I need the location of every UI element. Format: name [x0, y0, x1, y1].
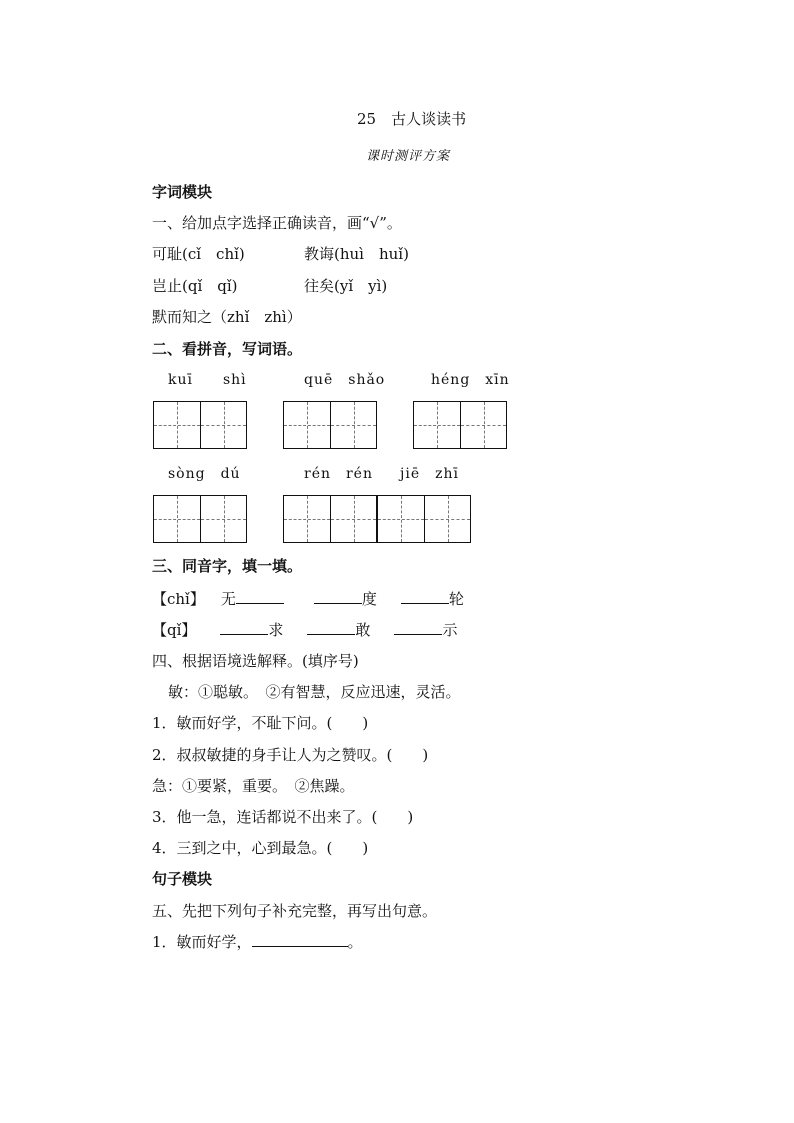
- q1-item-2: 教诲(huì huǐ): [304, 245, 409, 263]
- writing-grid-4[interactable]: [153, 495, 247, 543]
- grid-cell[interactable]: [378, 496, 424, 542]
- q5-heading: 五、先把下列句子补充完整，再写出句意。: [152, 902, 438, 920]
- pinyin-2: quē shǎo: [304, 372, 386, 388]
- q5-s1-suffix: 。: [347, 933, 363, 951]
- q3-row-2: [152, 619, 457, 640]
- grid-cell[interactable]: [330, 496, 376, 542]
- q3-heading: 三、同音字，填一填。: [152, 557, 303, 575]
- q3-row1-char-1: 无: [220, 590, 236, 608]
- writing-grid-6[interactable]: [377, 495, 471, 543]
- q3-row1-char-2: 度: [361, 590, 377, 608]
- pinyin-4: sòng dú: [168, 466, 241, 482]
- page-title: 25 古人谈读书: [357, 110, 467, 128]
- q3-row2-char-1: 求: [268, 621, 284, 639]
- grid-cell[interactable]: [414, 402, 460, 448]
- q3-row1-label: 【chǐ】: [152, 590, 205, 608]
- grid-cell[interactable]: [284, 402, 330, 448]
- writing-grid-1[interactable]: [153, 401, 247, 449]
- grid-cell[interactable]: [200, 402, 246, 448]
- section-word-module: 字词模块: [152, 183, 213, 201]
- q3-row1-char-3: 轮: [448, 590, 464, 608]
- q3-row2-char-3: 示: [442, 621, 458, 639]
- answer-blank[interactable]: [401, 589, 449, 604]
- section-sentence-module: 句子模块: [152, 870, 213, 888]
- pinyin-6: jiē zhī: [400, 466, 459, 482]
- grid-cell[interactable]: [200, 496, 246, 542]
- writing-grid-3[interactable]: [413, 401, 507, 449]
- answer-blank[interactable]: [394, 620, 442, 635]
- q3-row-1: [152, 588, 464, 609]
- q5-sentence-1: [152, 931, 363, 952]
- writing-grid-2[interactable]: [283, 401, 377, 449]
- pinyin-1: kuī shì: [168, 372, 247, 388]
- grid-cell[interactable]: [330, 402, 376, 448]
- writing-grid-5[interactable]: [283, 495, 377, 543]
- q1-item-1: 可耻(cǐ chǐ): [152, 245, 245, 263]
- answer-blank[interactable]: [307, 620, 355, 635]
- q4-min-definitions: 敏：①聪敏。 ②有智慧，反应迅速，灵活。: [168, 683, 461, 701]
- grid-cell[interactable]: [284, 496, 330, 542]
- grid-cell[interactable]: [154, 402, 200, 448]
- q4-sentence-3: 3．他一急，连话都说不出来了。( ): [152, 808, 414, 826]
- answer-blank[interactable]: [252, 932, 348, 947]
- q4-sentence-1: 1．敏而好学，不耻下问。( ): [152, 714, 369, 732]
- pinyin-5: rén rén: [304, 466, 373, 482]
- q3-row2-label: 【qǐ】: [152, 621, 197, 639]
- page-subtitle: 课时测评方案: [366, 149, 451, 164]
- q1-heading: 一、给加点字选择正确读音，画“√”。: [152, 214, 402, 232]
- q1-item-4: 往矣(yǐ yì): [304, 277, 388, 295]
- q4-heading: 四、根据语境选解释。(填序号): [152, 652, 359, 670]
- answer-blank[interactable]: [236, 589, 284, 604]
- q4-sentence-2: 2．叔叔敏捷的身手让人为之赞叹。( ): [152, 746, 429, 764]
- grid-cell[interactable]: [460, 402, 506, 448]
- pinyin-3: héng xīn: [431, 372, 510, 388]
- q1-item-3: 岂止(qǐ qǐ): [152, 277, 238, 295]
- q2-heading: 二、看拼音，写词语。: [152, 340, 303, 358]
- answer-blank[interactable]: [220, 620, 268, 635]
- answer-blank[interactable]: [314, 589, 362, 604]
- q3-row2-char-2: 敢: [355, 621, 371, 639]
- grid-cell[interactable]: [424, 496, 470, 542]
- q1-item-5: 默而知之（zhǐ zhì）: [152, 308, 302, 326]
- grid-cell[interactable]: [154, 496, 200, 542]
- q5-s1-prefix: 1．敏而好学，: [152, 933, 252, 951]
- q4-ji-definitions: 急：①要紧，重要。 ②焦躁。: [152, 777, 355, 795]
- q4-sentence-4: 4．三到之中，心到最急。( ): [152, 839, 369, 857]
